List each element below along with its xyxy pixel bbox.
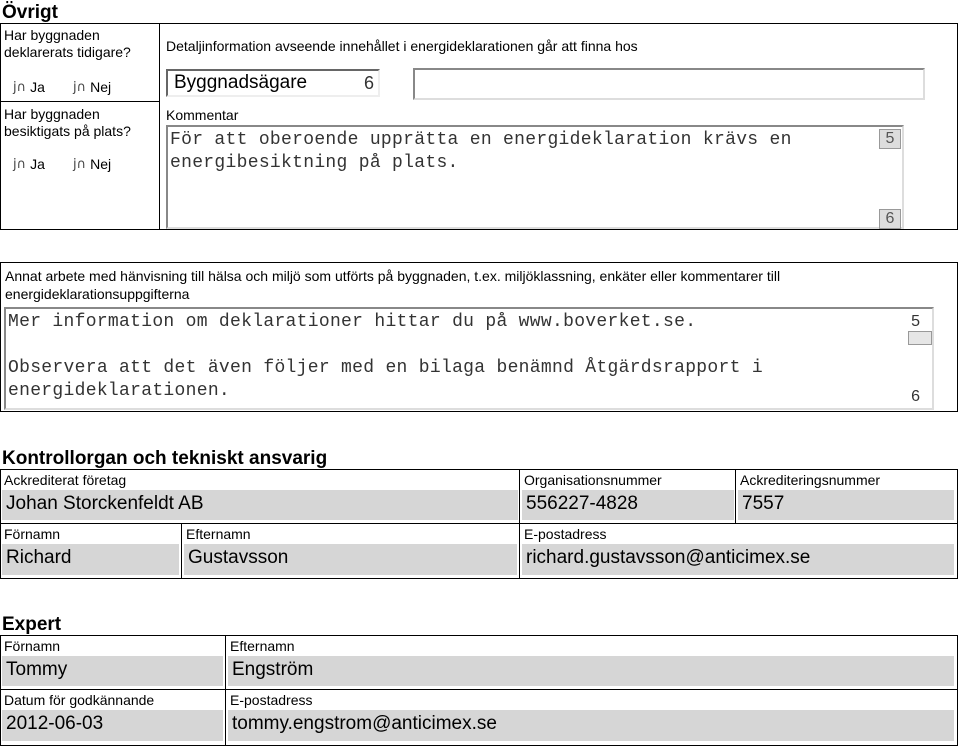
scroll-down-icon[interactable]: 6 [879, 209, 901, 229]
comment-text: För att oberoende upprätta en energideklaration krävs en energibesiktning på plats. [170, 130, 792, 173]
inspected-no-radio[interactable] [73, 156, 111, 172]
radio-icon: j∩ [73, 156, 87, 172]
inspected-no-label: Nej [90, 156, 112, 172]
detail-input[interactable] [413, 68, 925, 100]
last-name-field[interactable]: Gustavsson [183, 543, 518, 576]
scroll-up-icon[interactable]: 5 [879, 129, 901, 149]
declared-no-radio[interactable] [73, 79, 111, 95]
annat-label: Annat arbete med hänvisning till hälsa och miljö som utförts på byggnaden, t.ex. miljöklassning, enkäter eller kommentarer till energideklarationsuppgifterna [5, 268, 781, 302]
comment-label: Kommentar [166, 107, 239, 123]
detail-select[interactable] [166, 69, 380, 97]
ovrigt-left-column [1, 24, 160, 229]
first-name-label: Förnamn [4, 526, 61, 542]
kontroll-section [0, 469, 958, 579]
expert-first-name-label: Förnamn [4, 638, 61, 654]
detail-label: Detaljinformation avseende innehållet i energideklarationen går att finna hos [166, 38, 638, 54]
ackr-label: Ackrediteringsnummer [740, 472, 881, 488]
first-name-field[interactable]: Richard [1, 543, 180, 576]
comment-textarea[interactable] [166, 125, 904, 229]
expert-email-field[interactable]: tommy.engstrom@anticimex.se [227, 709, 955, 742]
divider [225, 636, 226, 690]
radio-icon: j∩ [73, 79, 87, 95]
inspected-question: Har byggnaden besiktigats på plats? [4, 106, 131, 139]
ovrigt-section [0, 23, 958, 230]
detail-select-value: Byggnadsägare [174, 72, 308, 93]
annat-line-1: Mer information om deklarationer hittar du på www.boverket.se. [8, 312, 697, 332]
expert-section [0, 635, 958, 746]
scrollbar-thumb[interactable] [908, 331, 932, 345]
annat-line-2: Observera att det även följer med en bilaga benämnd Åtgärdsrapport i energideklarationen. [8, 358, 763, 401]
annat-textarea[interactable] [4, 307, 934, 410]
divider [519, 524, 520, 578]
expert-last-name-field[interactable]: Engström [227, 655, 955, 687]
select-arrow-icon: 6 [363, 73, 374, 93]
kontroll-title: Kontrollorgan och tekniskt ansvarig [2, 448, 328, 469]
expert-last-name-label: Efternamn [230, 638, 295, 654]
annat-section [0, 262, 958, 412]
org-label: Organisationsnummer [524, 472, 662, 488]
divider [1, 101, 159, 102]
company-label: Ackrediterat företag [4, 472, 127, 488]
divider [181, 524, 182, 578]
ovrigt-title: Övrigt [2, 2, 58, 23]
ackr-field[interactable]: 7557 [737, 489, 955, 521]
declared-yes-label: Ja [30, 79, 45, 95]
declared-yes-radio[interactable] [13, 79, 45, 95]
org-field[interactable]: 556227-4828 [521, 489, 735, 521]
last-name-label: Efternamn [186, 526, 251, 542]
expert-first-name-field[interactable]: Tommy [1, 655, 224, 687]
approval-date-label: Datum för godkännande [4, 692, 155, 708]
expert-email-label: E-postadress [230, 692, 313, 708]
inspected-yes-label: Ja [30, 156, 45, 172]
expert-title: Expert [2, 614, 62, 635]
email-field[interactable]: richard.gustavsson@anticimex.se [521, 543, 955, 576]
divider [519, 470, 520, 524]
approval-date-field[interactable]: 2012-06-03 [1, 709, 224, 742]
divider [225, 690, 226, 746]
scroll-up-icon[interactable]: 5 [911, 313, 920, 330]
radio-icon: j∩ [13, 156, 27, 172]
email-label: E-postadress [524, 526, 607, 542]
radio-icon: j∩ [13, 79, 27, 95]
inspected-yes-radio[interactable] [13, 156, 45, 172]
declared-no-label: Nej [90, 79, 112, 95]
company-field[interactable]: Johan Storckenfeldt AB [1, 489, 519, 521]
declared-before-question: Har byggnaden deklarerats tidigare? [4, 27, 131, 60]
scroll-down-icon[interactable]: 6 [911, 388, 920, 405]
divider [735, 470, 736, 524]
